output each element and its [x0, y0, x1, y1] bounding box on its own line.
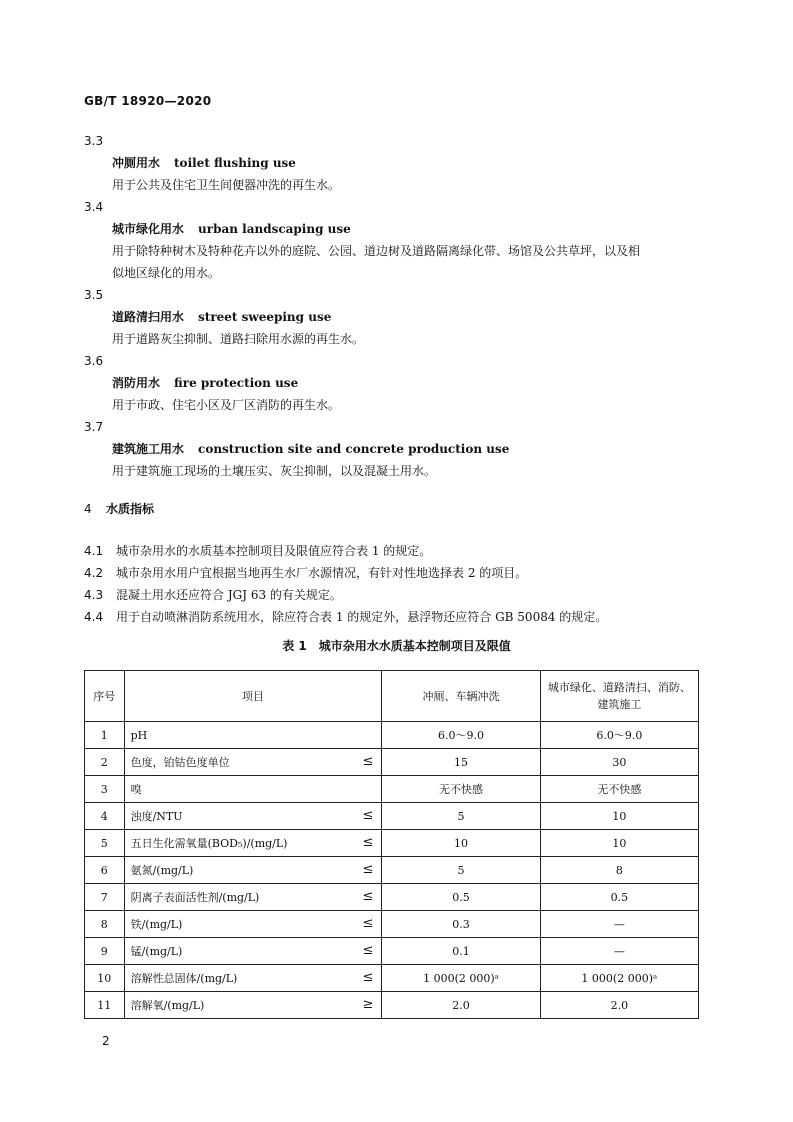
definition-text: 用于建筑施工现场的土壤压实、灰尘抑制，以及混凝土用水。: [112, 464, 437, 478]
row-number: 10: [85, 965, 125, 992]
value-flushing: 5: [382, 857, 540, 884]
table-row: [85, 749, 699, 776]
term-english: urban landscaping use: [198, 222, 351, 236]
value-landscaping: —: [540, 911, 698, 938]
definition-number: 3.4: [84, 200, 104, 214]
water-quality-table: [84, 670, 699, 1019]
value-flushing: 10: [382, 830, 540, 857]
clause-number: 4.4: [84, 610, 104, 624]
term-english: fire protection use: [174, 376, 299, 390]
table-header-row: [85, 671, 699, 722]
header-col2-line1: 城市绿化、道路清扫、消防、: [547, 681, 691, 694]
item-name: 铁/(mg/L): [130, 918, 183, 931]
value-flushing: 2.0: [382, 992, 540, 1019]
value-flushing: 1 000(2 000)ᵃ: [382, 965, 540, 992]
value-landscaping: 30: [540, 749, 698, 776]
item-name: 氨氮/(mg/L): [130, 864, 194, 877]
term-english: street sweeping use: [198, 310, 332, 324]
table-row: [85, 884, 699, 911]
table-title: 表 1 城市杂用水水质基本控制项目及限值: [282, 639, 511, 653]
header-col2-line2: 建筑施工: [597, 698, 642, 711]
table-row: [85, 776, 699, 803]
row-number: 6: [85, 857, 125, 884]
row-item: [124, 911, 382, 938]
definitions-block: [84, 130, 724, 482]
definition-term: [84, 152, 724, 174]
item-name: 色度，铂钴色度单位: [130, 756, 230, 769]
term-english: construction site and concrete production use: [198, 442, 510, 456]
row-number: 4: [85, 803, 125, 830]
clause: [84, 562, 724, 584]
page-number: 2: [102, 1034, 110, 1048]
row-number: 3: [85, 776, 125, 803]
header-item: 项目: [124, 671, 382, 722]
value-landscaping: 10: [540, 830, 698, 857]
table-row: [85, 965, 699, 992]
limit-symbol: ≤: [362, 943, 374, 958]
definition-text: 用于道路灰尘抑制、道路扫除用水源的再生水。: [112, 332, 365, 346]
table-row: [85, 911, 699, 938]
clause-text: 用于自动喷淋消防系统用水，除应符合表 1 的规定外，悬浮物还应符合 GB 50084 的规定。: [116, 610, 608, 624]
definition-number: 3.5: [84, 288, 104, 302]
definition-term: [84, 372, 724, 394]
definition-text: 用于除特种树木及特种花卉以外的庭院、公园、道边树及道路隔离绿化带、场馆及公共草坪，以及相: [112, 244, 641, 258]
row-number: 7: [85, 884, 125, 911]
header-col1: 冲厕、车辆冲洗: [382, 671, 540, 722]
row-item: [124, 776, 382, 803]
row-item: [124, 938, 382, 965]
standard-code-header: GB/T 18920—2020: [84, 94, 212, 108]
table-row: [85, 857, 699, 884]
header-no: 序号: [85, 671, 125, 722]
row-item: [124, 992, 382, 1019]
row-number: 1: [85, 722, 125, 749]
item-name: 溶解性总固体/(mg/L): [130, 972, 238, 985]
limit-symbol: ≤: [362, 808, 374, 823]
clause-number: 4.1: [84, 544, 104, 558]
table-row: [85, 803, 699, 830]
value-landscaping: 8: [540, 857, 698, 884]
value-flushing: 无不快感: [382, 776, 540, 803]
value-landscaping: 2.0: [540, 992, 698, 1019]
row-number: 8: [85, 911, 125, 938]
value-flushing: 0.5: [382, 884, 540, 911]
row-item: [124, 749, 382, 776]
definition-text-continued: 似地区绿化的用水。: [112, 266, 221, 280]
clause-text: 混凝土用水还应符合 JGJ 63 的有关规定。: [116, 588, 342, 602]
table-row: [85, 992, 699, 1019]
term-english: toilet flushing use: [174, 156, 296, 170]
limit-symbol: ≤: [362, 835, 374, 850]
value-landscaping: 0.5: [540, 884, 698, 911]
term-chinese: 冲厕用水: [112, 156, 161, 170]
clause-number: 4.2: [84, 566, 104, 580]
row-item: [124, 884, 382, 911]
row-item: [124, 965, 382, 992]
clause: [84, 540, 724, 562]
value-flushing: 6.0～9.0: [382, 722, 540, 749]
row-item: [124, 803, 382, 830]
definition-text: 用于公共及住宅卫生间便器冲洗的再生水。: [112, 178, 341, 192]
table-row: [85, 938, 699, 965]
clauses-block: [84, 540, 724, 628]
definition-number: 3.3: [84, 134, 104, 148]
clause: [84, 584, 724, 606]
value-landscaping: 10: [540, 803, 698, 830]
item-name: 溶解氧/(mg/L): [130, 999, 205, 1012]
row-item: [124, 722, 382, 749]
term-chinese: 道路清扫用水: [112, 310, 185, 324]
limit-symbol: ≤: [362, 889, 374, 904]
item-name: 浊度/NTU: [130, 810, 183, 823]
term-chinese: 城市绿化用水: [112, 222, 185, 236]
term-chinese: 建筑施工用水: [112, 442, 185, 456]
row-item: [124, 857, 382, 884]
row-number: 5: [85, 830, 125, 857]
clause-text: 城市杂用水的水质基本控制项目及限值应符合表 1 的规定。: [116, 544, 432, 558]
value-landscaping: —: [540, 938, 698, 965]
value-flushing: 15: [382, 749, 540, 776]
item-name: 阴离子表面活性剂/(mg/L): [130, 891, 260, 904]
row-number: 2: [85, 749, 125, 776]
definition-term: [84, 306, 724, 328]
limit-symbol: ≥: [362, 997, 374, 1012]
limit-symbol: ≤: [362, 862, 374, 877]
section-heading: [84, 500, 154, 517]
row-number: 11: [85, 992, 125, 1019]
definition-text: 用于市政、住宅小区及厂区消防的再生水。: [112, 398, 341, 412]
definition-number: 3.7: [84, 420, 104, 434]
value-landscaping: 无不快感: [540, 776, 698, 803]
section-title: 水质指标: [106, 502, 155, 516]
clause: [84, 606, 724, 628]
value-landscaping: 6.0～9.0: [540, 722, 698, 749]
section-number: 4: [84, 502, 92, 516]
value-flushing: 0.1: [382, 938, 540, 965]
value-landscaping: 1 000(2 000)ᵃ: [540, 965, 698, 992]
term-chinese: 消防用水: [112, 376, 161, 390]
limit-symbol: ≤: [362, 754, 374, 769]
value-flushing: 0.3: [382, 911, 540, 938]
item-name: pH: [130, 728, 148, 742]
value-flushing: 5: [382, 803, 540, 830]
limit-symbol: ≤: [362, 916, 374, 931]
definition-number: 3.6: [84, 354, 104, 368]
definition-term: [84, 438, 724, 460]
limit-symbol: ≤: [362, 970, 374, 985]
definition-term: [84, 218, 724, 240]
table-row: [85, 722, 699, 749]
item-name: 五日生化需氧量(BOD₅)/(mg/L): [130, 837, 288, 850]
table-row: [85, 830, 699, 857]
row-number: 9: [85, 938, 125, 965]
clause-text: 城市杂用水用户宜根据当地再生水厂水源情况，有针对性地选择表 2 的项目。: [116, 566, 528, 580]
row-item: [124, 830, 382, 857]
clause-number: 4.3: [84, 588, 104, 602]
item-name: 嗅: [130, 783, 142, 796]
item-name: 锰/(mg/L): [130, 945, 183, 958]
header-col2: [540, 671, 698, 722]
